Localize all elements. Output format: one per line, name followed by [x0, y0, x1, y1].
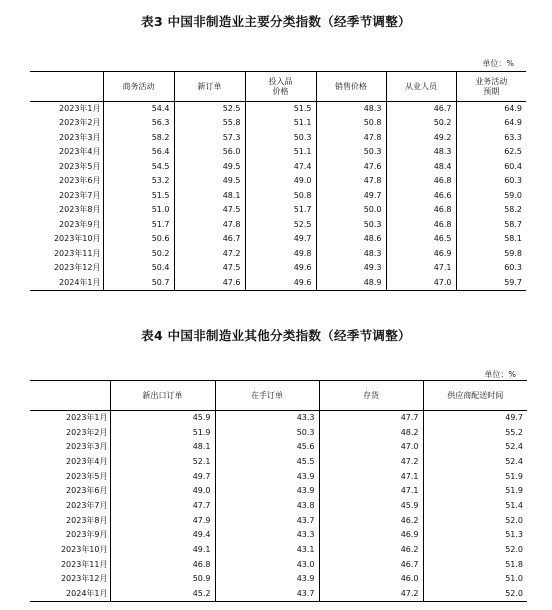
table-cell: 51.1	[245, 116, 316, 131]
row-label: 2023年2月	[59, 118, 101, 128]
table-row	[30, 572, 527, 587]
table-row	[30, 425, 527, 440]
table-cell: 49.6	[245, 261, 316, 276]
table-cell: 52.0	[423, 513, 527, 528]
table-cell: 46.0	[319, 572, 423, 587]
table-cell: 48.6	[316, 232, 386, 247]
table-cell: 54.4	[103, 102, 174, 117]
table-row	[30, 160, 526, 175]
table-row	[30, 232, 526, 247]
table-cell: 43.8	[215, 499, 319, 514]
table-cell: 47.4	[245, 160, 316, 175]
table-cell: 52.4	[423, 440, 527, 455]
row-label: 2023年11月	[53, 248, 101, 258]
table-cell: 43.7	[215, 587, 319, 602]
table-cell: 53.2	[103, 174, 174, 189]
table-cell: 58.7	[456, 218, 526, 233]
table-cell: 52.0	[423, 587, 527, 602]
table4-unit: 单位：%	[484, 370, 516, 379]
table-cell: 48.3	[316, 247, 386, 262]
table3-unit: 单位：%	[482, 59, 514, 68]
table-cell: 49.7	[110, 469, 215, 484]
table4-corner	[30, 381, 110, 411]
table-cell: 43.9	[215, 469, 319, 484]
table-cell: 56.4	[103, 145, 174, 160]
table-cell: 64.9	[456, 116, 526, 131]
table-cell: 49.1	[110, 543, 215, 558]
table-cell: 47.8	[174, 218, 245, 233]
table-cell: 46.2	[319, 543, 423, 558]
table-cell: 63.3	[456, 131, 526, 146]
table-cell: 48.3	[316, 102, 386, 117]
table-cell: 49.5	[174, 160, 245, 175]
row-label: 2023年3月	[59, 132, 101, 142]
table-cell: 47.6	[316, 160, 386, 175]
table-row	[30, 440, 527, 455]
table-cell: 51.5	[103, 189, 174, 204]
table-cell: 46.7	[319, 557, 423, 572]
table-cell: 59.7	[456, 276, 526, 291]
table-cell: 51.5	[245, 102, 316, 117]
table-cell: 50.3	[316, 218, 386, 233]
table-row	[30, 174, 526, 189]
table-cell: 50.0	[316, 203, 386, 218]
row-label: 2023年6月	[66, 486, 108, 496]
table-cell: 43.3	[215, 528, 319, 543]
table-cell: 51.1	[245, 145, 316, 160]
table-cell: 48.4	[386, 160, 456, 175]
row-label: 2023年1月	[59, 104, 101, 113]
table-cell: 47.1	[319, 469, 423, 484]
table-cell: 52.4	[423, 455, 527, 470]
row-label: 2023年12月	[53, 263, 101, 273]
row-label: 2023年1月	[66, 413, 108, 423]
table-cell: 47.5	[174, 203, 245, 218]
table-cell: 58.2	[103, 131, 174, 146]
table-cell: 51.4	[423, 499, 527, 514]
table3-header: 投入品 价格	[245, 72, 316, 102]
table-cell: 48.3	[386, 145, 456, 160]
table-cell: 43.9	[215, 484, 319, 499]
table-cell: 49.5	[174, 174, 245, 189]
table-cell: 52.5	[245, 218, 316, 233]
table-row	[30, 499, 527, 514]
row-label: 2024年1月	[66, 588, 108, 598]
table-cell: 64.9	[456, 102, 526, 117]
table-row	[30, 276, 526, 291]
table4-header: 存货	[319, 381, 423, 411]
table-row	[30, 102, 526, 117]
table-cell: 46.7	[386, 102, 456, 117]
table-cell: 46.8	[110, 557, 215, 572]
table-cell: 50.4	[103, 261, 174, 276]
table3-header-row	[30, 72, 526, 102]
table3-corner	[30, 72, 103, 102]
table-cell: 49.7	[316, 189, 386, 204]
table-cell: 50.3	[316, 145, 386, 160]
table-cell: 46.9	[319, 528, 423, 543]
table-cell: 50.8	[245, 189, 316, 204]
row-label: 2023年5月	[66, 471, 108, 481]
row-label: 2023年10月	[53, 234, 101, 244]
table-cell: 45.9	[110, 411, 215, 426]
table-cell: 45.2	[110, 587, 215, 602]
table-cell: 46.6	[386, 189, 456, 204]
table-row	[30, 411, 527, 426]
table-cell: 50.2	[386, 116, 456, 131]
table3	[30, 71, 526, 291]
table-cell: 43.7	[215, 513, 319, 528]
table-cell: 58.1	[456, 232, 526, 247]
table-row	[30, 557, 527, 572]
table-row	[30, 203, 526, 218]
row-label: 2023年7月	[66, 500, 108, 510]
table-cell: 45.9	[319, 499, 423, 514]
table-cell: 47.7	[319, 411, 423, 426]
table4	[30, 380, 527, 602]
table-cell: 46.8	[386, 174, 456, 189]
table-cell: 50.6	[103, 232, 174, 247]
table-cell: 47.2	[174, 247, 245, 262]
table3-header: 从业人员	[386, 72, 456, 102]
table-cell: 47.1	[319, 484, 423, 499]
row-label: 2023年11月	[60, 559, 108, 569]
table4-title: 表4 中国非制造业其他分类指数（经季节调整）	[141, 328, 411, 343]
table3-title: 表3 中国非制造业主要分类指数（经季节调整）	[141, 14, 411, 29]
table-cell: 46.5	[386, 232, 456, 247]
table-cell: 51.0	[103, 203, 174, 218]
table-cell: 45.5	[215, 455, 319, 470]
table-cell: 54.5	[103, 160, 174, 175]
table-cell: 49.0	[110, 484, 215, 499]
table-cell: 49.4	[110, 528, 215, 543]
table-cell: 50.9	[110, 572, 215, 587]
table-cell: 52.0	[423, 543, 527, 558]
table-cell: 57.3	[174, 131, 245, 146]
row-label: 2023年3月	[66, 442, 108, 452]
table-cell: 51.8	[423, 557, 527, 572]
table-cell: 50.3	[245, 131, 316, 146]
row-label: 2024年1月	[59, 277, 101, 287]
table-cell: 47.2	[319, 587, 423, 602]
table-cell: 46.2	[319, 513, 423, 528]
table-cell: 50.2	[103, 247, 174, 262]
table-cell: 52.5	[174, 102, 245, 117]
table-cell: 47.0	[319, 440, 423, 455]
table-cell: 58.2	[456, 203, 526, 218]
table-cell: 49.8	[245, 247, 316, 262]
table-cell: 45.6	[215, 440, 319, 455]
row-label: 2023年8月	[66, 515, 108, 525]
table-cell: 43.1	[215, 543, 319, 558]
table-cell: 49.6	[245, 276, 316, 291]
row-label: 2023年9月	[66, 530, 108, 540]
table-cell: 60.3	[456, 174, 526, 189]
table-cell: 47.5	[174, 261, 245, 276]
row-label: 2023年7月	[59, 190, 101, 200]
table-cell: 46.8	[386, 218, 456, 233]
table-cell: 55.2	[423, 425, 527, 440]
table-cell: 46.8	[386, 203, 456, 218]
table-cell: 46.7	[174, 232, 245, 247]
table-row	[30, 543, 527, 558]
table-cell: 50.3	[215, 425, 319, 440]
table-cell: 51.3	[423, 528, 527, 543]
table-cell: 60.3	[456, 261, 526, 276]
row-label: 2023年6月	[59, 176, 101, 186]
table-row	[30, 131, 526, 146]
table-cell: 50.7	[103, 276, 174, 291]
table-cell: 43.3	[215, 411, 319, 426]
table-row	[30, 484, 527, 499]
table-cell: 47.2	[319, 455, 423, 470]
table-cell: 49.3	[316, 261, 386, 276]
table-cell: 49.0	[245, 174, 316, 189]
table-cell: 47.8	[316, 174, 386, 189]
table3-header: 新订单	[174, 72, 245, 102]
row-label: 2023年12月	[60, 574, 108, 584]
table-row	[30, 116, 526, 131]
row-label: 2023年9月	[59, 219, 101, 229]
table-cell: 52.1	[110, 455, 215, 470]
table-cell: 50.8	[316, 116, 386, 131]
table-cell: 51.9	[110, 425, 215, 440]
table-row	[30, 469, 527, 484]
table-row	[30, 218, 526, 233]
table-cell: 51.9	[423, 484, 527, 499]
row-label: 2023年10月	[60, 545, 108, 555]
table-cell: 47.9	[110, 513, 215, 528]
table-cell: 48.2	[319, 425, 423, 440]
table-cell: 60.4	[456, 160, 526, 175]
table-cell: 55.8	[174, 116, 245, 131]
table-cell: 51.7	[245, 203, 316, 218]
table-row	[30, 528, 527, 543]
table-row	[30, 587, 527, 602]
row-label: 2023年4月	[66, 456, 108, 466]
table-row	[30, 513, 527, 528]
table-cell: 43.9	[215, 572, 319, 587]
row-label: 2023年4月	[59, 147, 101, 157]
row-label: 2023年8月	[59, 205, 101, 215]
table-cell: 49.2	[386, 131, 456, 146]
row-label: 2023年2月	[66, 427, 108, 437]
table-cell: 47.7	[110, 499, 215, 514]
table-cell: 43.0	[215, 557, 319, 572]
table-cell: 51.0	[423, 572, 527, 587]
table-cell: 48.1	[110, 440, 215, 455]
table4-header-row	[30, 381, 527, 411]
table-row	[30, 455, 527, 470]
table3-header: 销售价格	[316, 72, 386, 102]
table-cell: 47.0	[386, 276, 456, 291]
table4-header: 在手订单	[215, 381, 319, 411]
table-row	[30, 145, 526, 160]
table-cell: 59.8	[456, 247, 526, 262]
table-cell: 46.9	[386, 247, 456, 262]
table-cell: 48.9	[316, 276, 386, 291]
table-cell: 49.7	[245, 232, 316, 247]
table-cell: 59.0	[456, 189, 526, 204]
table-cell: 47.6	[174, 276, 245, 291]
table-cell: 56.3	[103, 116, 174, 131]
table4-header: 新出口订单	[110, 381, 215, 411]
row-label: 2023年5月	[59, 161, 101, 171]
table-row	[30, 261, 526, 276]
table-row	[30, 189, 526, 204]
table-cell: 48.1	[174, 189, 245, 204]
table-cell: 49.7	[423, 411, 527, 426]
table-cell: 47.8	[316, 131, 386, 146]
table-cell: 47.1	[386, 261, 456, 276]
table-cell: 56.0	[174, 145, 245, 160]
table3-header: 业务活动 预期	[456, 72, 526, 102]
table-cell: 62.5	[456, 145, 526, 160]
table-row	[30, 247, 526, 262]
table4-header: 供应商配送时间	[423, 381, 527, 411]
table-cell: 51.9	[423, 469, 527, 484]
table3-header: 商务活动	[103, 72, 174, 102]
table-cell: 51.7	[103, 218, 174, 233]
